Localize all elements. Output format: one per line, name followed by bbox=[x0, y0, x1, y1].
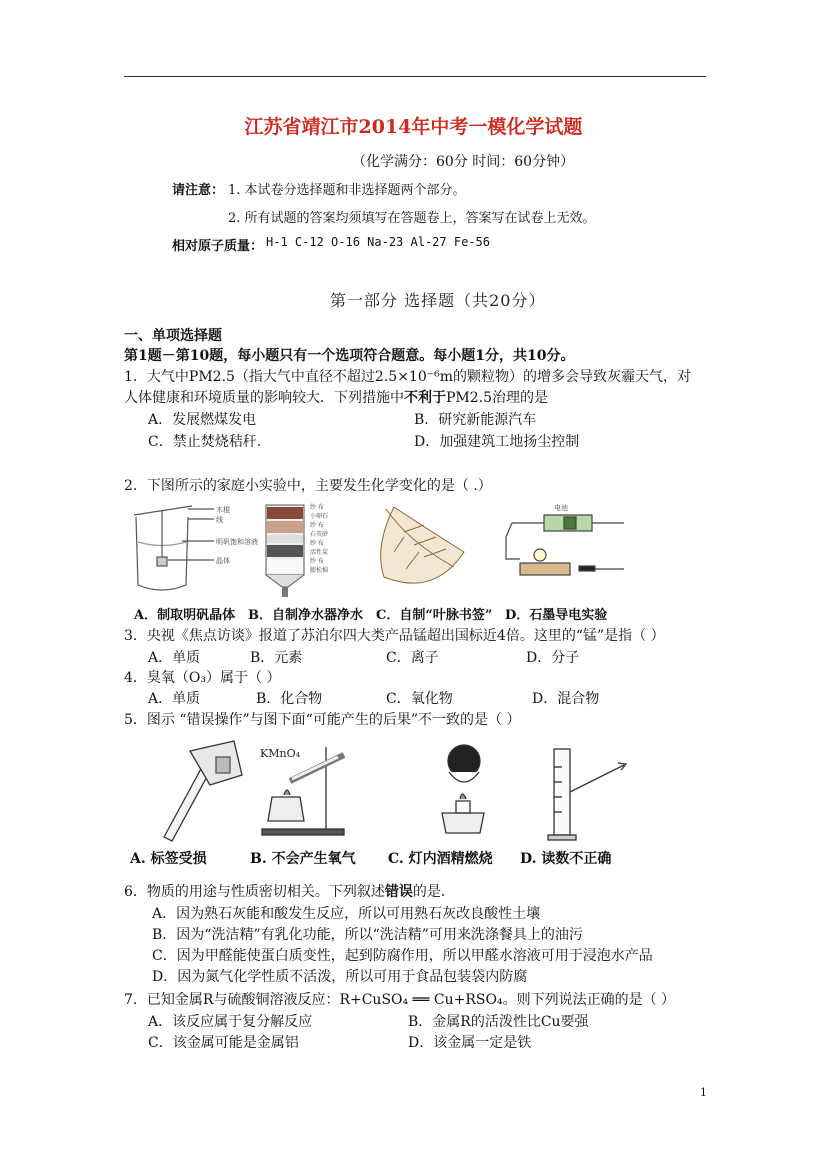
filter-label-2: 小卵石 bbox=[310, 513, 329, 520]
q7-stem: 7．已知金属R与硫酸铜溶液反应：R+CuSO₄ ══ Cu+RSO₄。则下列说法正确的是（ ） bbox=[124, 992, 676, 1008]
q6-option-a: A．因为熟石灰能和酸发生反应，所以可用熟石灰改良酸性土壤 bbox=[152, 906, 541, 922]
q7-option-d: D．该金属一定是铁 bbox=[408, 1035, 532, 1051]
q6-stem-post: 的是． bbox=[412, 884, 455, 900]
q2-stem: 2．下图所示的家庭小实验中，主要发生化学变化的是（ .） bbox=[124, 478, 492, 494]
q1-stem-line1: 1．大气中PM2.5（指大气中直径不超过2.5×10⁻⁶m的颗粒物）的增多会导致灰霾天气，对 bbox=[124, 369, 692, 385]
part-title: 第一部分 选择题（共20分） bbox=[330, 291, 546, 310]
filter-label-3: 纱 布 bbox=[310, 522, 324, 529]
notice-item-2: 2. 所有试题的答案均须填写在答题卷上，答案写在试卷上无效。 bbox=[228, 211, 596, 226]
filter-label-4: 石英砂 bbox=[310, 531, 329, 538]
filter-label-5: 纱 布 bbox=[310, 540, 324, 547]
section-title: 一、单项选择题 bbox=[124, 328, 222, 344]
water-filter-illustration bbox=[266, 505, 304, 597]
exam-title: 江苏省靖江市2014年中考一模化学试题 bbox=[244, 116, 583, 138]
q3-option-b: B．元素 bbox=[250, 650, 303, 666]
filter-label-6: 活性炭 bbox=[310, 549, 329, 556]
q2-caption-a: A．制取明矾晶体 bbox=[134, 608, 236, 623]
atomic-mass-values: H-1 C-12 O-16 Na-23 Al-27 Fe-56 bbox=[266, 235, 490, 249]
q1-option-b: B．研究新能源汽车 bbox=[414, 412, 537, 428]
label-stick: 木棍 bbox=[216, 506, 230, 514]
q1-stem-line2 bbox=[124, 387, 548, 407]
atomic-mass-label: 相对原子质量： bbox=[172, 239, 264, 254]
section-description: 第1题－第10题，每小题只有一个选项符合题意。每小题1分，共10分。 bbox=[124, 348, 575, 364]
label-thread: 线 bbox=[216, 516, 223, 524]
q4-stem: 4．臭氧（O₃）属于（ ） bbox=[124, 670, 281, 686]
q1-stem-post: PM2.5治理的是 bbox=[446, 390, 549, 406]
q1-option-a: A．发展燃煤发电 bbox=[148, 412, 257, 428]
q6-stem-pre: 6．物质的用途与性质密切相关。下列叙述 bbox=[124, 884, 385, 900]
alum-crystal-illustration bbox=[134, 506, 214, 590]
page-number: 1 bbox=[700, 1086, 707, 1099]
q1-stem-pre: 人体健康和环境质量的影响较大．下列措施中 bbox=[124, 390, 404, 406]
label-battery: 电池 bbox=[554, 504, 568, 512]
q5-stem: 5．图示 “错误操作”与图下面“可能产生的后果”不一致的是（ ） bbox=[124, 712, 521, 728]
header-rule bbox=[124, 76, 706, 77]
q5-caption-c: C. 灯内酒精燃烧 bbox=[388, 851, 493, 867]
kmno4-label: KMnO₄ bbox=[260, 747, 300, 760]
q2-figure bbox=[124, 497, 624, 602]
notice-label: 请注意： bbox=[172, 183, 225, 198]
q7-option-c: C．该金属可能是金属铝 bbox=[148, 1035, 299, 1051]
q2-caption-d: D．石墨导电实验 bbox=[505, 608, 608, 623]
q4-option-b: B．化合物 bbox=[256, 691, 323, 707]
graduated-cylinder-illustration bbox=[548, 749, 626, 840]
q3-option-a: A．单质 bbox=[148, 650, 201, 666]
heating-kmno4-illustration bbox=[262, 747, 344, 835]
q1-option-c: C．禁止焚烧秸秆. bbox=[148, 434, 262, 450]
filter-label-7: 纱 布 bbox=[310, 558, 324, 565]
label-alum-solution: 明矾饱和溶液 bbox=[216, 538, 258, 546]
label-crystal: 晶体 bbox=[216, 557, 230, 565]
leaf-vein-illustration bbox=[381, 507, 464, 583]
q2-caption-c: C．自制“叶脉书签” bbox=[376, 608, 493, 623]
q5-caption-a: A. 标签受损 bbox=[130, 851, 207, 867]
q7-option-b: B．金属R的活泼性比Cu要强 bbox=[408, 1014, 589, 1030]
notice-item-1: 1. 本试卷分选择题和非选择题两个部分。 bbox=[228, 183, 466, 198]
filter-label-8: 膨松棉 bbox=[310, 567, 329, 574]
graphite-circuit-illustration bbox=[506, 515, 624, 575]
q5-caption-d: D. 读数不正确 bbox=[520, 851, 612, 867]
q5-figure bbox=[124, 737, 634, 847]
exam-subtitle: （化学满分：60分 时间：60分钟） bbox=[352, 154, 575, 170]
q4-option-d: D．混合物 bbox=[532, 691, 600, 707]
q5-caption-b: B. 不会产生氧气 bbox=[250, 851, 356, 867]
q3-stem: 3．央视《焦点访谈》报道了苏泊尔四大类产品锰超出国标近4倍。这里的“锰”是指（ ） bbox=[124, 628, 665, 644]
q4-option-c: C．氧化物 bbox=[386, 691, 453, 707]
q6-option-c: C．因为甲醛能使蛋白质变性，起到防腐作用，所以甲醛水溶液可用于浸泡水产品 bbox=[152, 948, 653, 964]
q2-caption-b: B．自制净水器净水 bbox=[248, 608, 363, 623]
q7-option-a: A．该反应属于复分解反应 bbox=[148, 1014, 313, 1030]
q3-option-d: D．分子 bbox=[526, 650, 580, 666]
filter-label-1: 纱 布 bbox=[310, 504, 324, 511]
q6-stem bbox=[124, 881, 455, 901]
q3-option-c: C．离子 bbox=[386, 650, 439, 666]
q1-stem-bold: 不利于 bbox=[404, 390, 446, 406]
q1-option-d: D．加强建筑工地扬尘控制 bbox=[414, 434, 580, 450]
q4-option-a: A．单质 bbox=[148, 691, 201, 707]
q6-option-b: B．因为“洗洁精”有乳化功能，所以“洗洁精”可用来洗涤餐具上的油污 bbox=[152, 927, 583, 943]
pour-liquid-illustration bbox=[164, 741, 242, 841]
q6-stem-bold: 错误 bbox=[384, 884, 413, 900]
q6-option-d: D．因为氮气化学性质不活泼，所以可用于食品包装袋内防腐 bbox=[152, 969, 528, 985]
alcohol-lamp-illustration bbox=[442, 745, 484, 833]
